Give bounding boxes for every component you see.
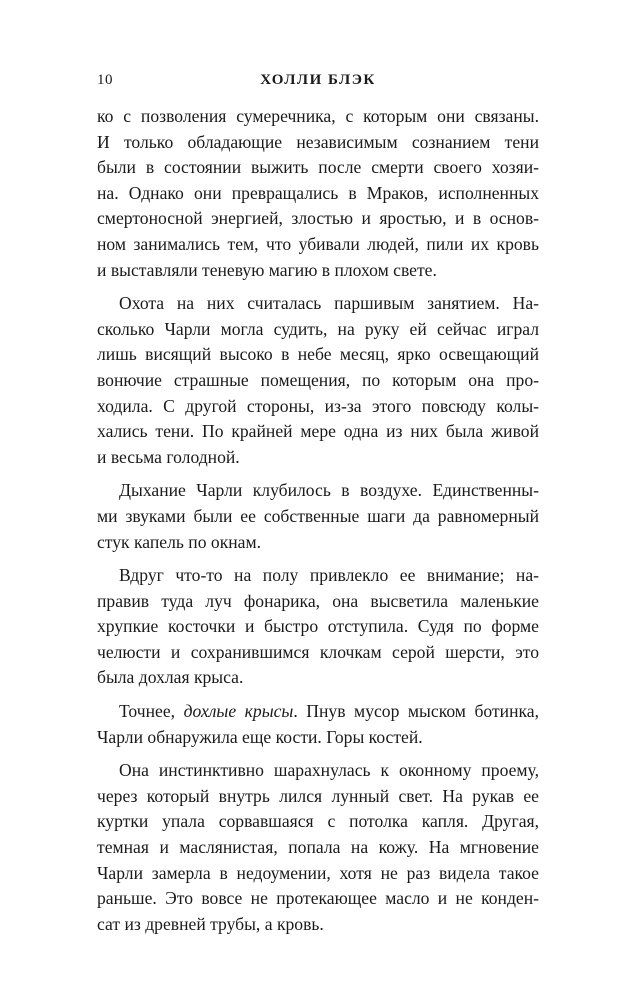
text-line: Чарли замерла в недоумении, хотя не раз видела такое (97, 862, 539, 883)
text-line: челюсти и сохранившимся клочкам серой шерсти, это (97, 641, 539, 662)
text-line: и выставляли теневую магию в плохом свете. (97, 259, 437, 280)
paragraph (97, 563, 539, 691)
text-line: темная и маслянистая, попала на кожу. На мгновение (97, 837, 539, 858)
book-author-header: ХОЛЛИ БЛЭК (260, 72, 376, 88)
text-line: Дыхание Чарли клубилось в воздухе. Единственны- (119, 480, 539, 501)
text-line: Она инстинктивно шарахнулась к оконному проему, (119, 760, 539, 781)
text-line: Чарли обнаружила еще кости. Горы костей. (97, 726, 423, 747)
text-line: ко с позволения сумеречника, с которым они связаны. (97, 106, 539, 126)
text-line: и весьма голодной. (97, 446, 240, 467)
text-line: куртки упала сорвавшаяся с потолка капля. Другая, (97, 811, 539, 832)
text-line: Охота на них считалась паршивым занятием. На- (119, 293, 539, 314)
text-line: Вдруг что-то на полу привлекло ее внимание; на- (119, 565, 539, 586)
text-line: сколько Чарли могла судить, на руку ей сейчас играл (97, 318, 539, 339)
text-line: ном занимались тем, что убивали людей, пили их кровь (97, 233, 539, 254)
paragraph (97, 699, 539, 750)
page-number: 10 (97, 72, 113, 88)
text-line: ми звуками были ее собственные шаги да равномерный (97, 505, 539, 526)
text-run: Точнее, (119, 701, 184, 722)
text-line: смертоносной энергией, злостью и яростью, и в основ- (97, 208, 539, 229)
text-line (97, 699, 539, 725)
paragraph (97, 758, 539, 937)
text-line: были в состоянии выжить после смерти своего хозяи- (97, 157, 539, 178)
paragraph (97, 104, 539, 283)
text-line: ходила. С другой стороны, из-за этого повсюду колы- (97, 395, 539, 416)
text-line: раньше. Это вовсе не протекающее масло и не конден- (97, 888, 539, 909)
text-line: лишь висящий высоко в небе месяц, ярко освещающий (97, 344, 539, 365)
body-text (97, 104, 539, 937)
text-line: правив туда луч фонарика, она высветила маленькие (97, 590, 539, 611)
text-line: хрупкие косточки и быстро отступила. Судя по форме (97, 616, 539, 637)
paragraph (97, 291, 539, 470)
paragraph (97, 478, 539, 555)
text-line: хались тени. По крайней мере одна из них была живой (97, 421, 539, 442)
text-line: на. Однако они превращались в Мраков, исполненных (97, 182, 539, 203)
running-head (97, 72, 539, 94)
italic-phrase: дохлые крысы (183, 701, 294, 722)
text-line: стук капель по окнам. (97, 531, 262, 552)
text-line: И только обладающие независимым сознанием тени (97, 131, 539, 152)
text-line: была дохлая крыса. (97, 667, 244, 688)
text-run: . Пнув мусор мыском ботинка, (293, 701, 539, 722)
text-line: через который внутрь лился лунный свет. На рукав ее (97, 785, 539, 806)
text-line: сат из древней трубы, а кровь. (97, 913, 324, 934)
text-line: вонючие страшные помещения, по которым она про- (97, 369, 539, 390)
